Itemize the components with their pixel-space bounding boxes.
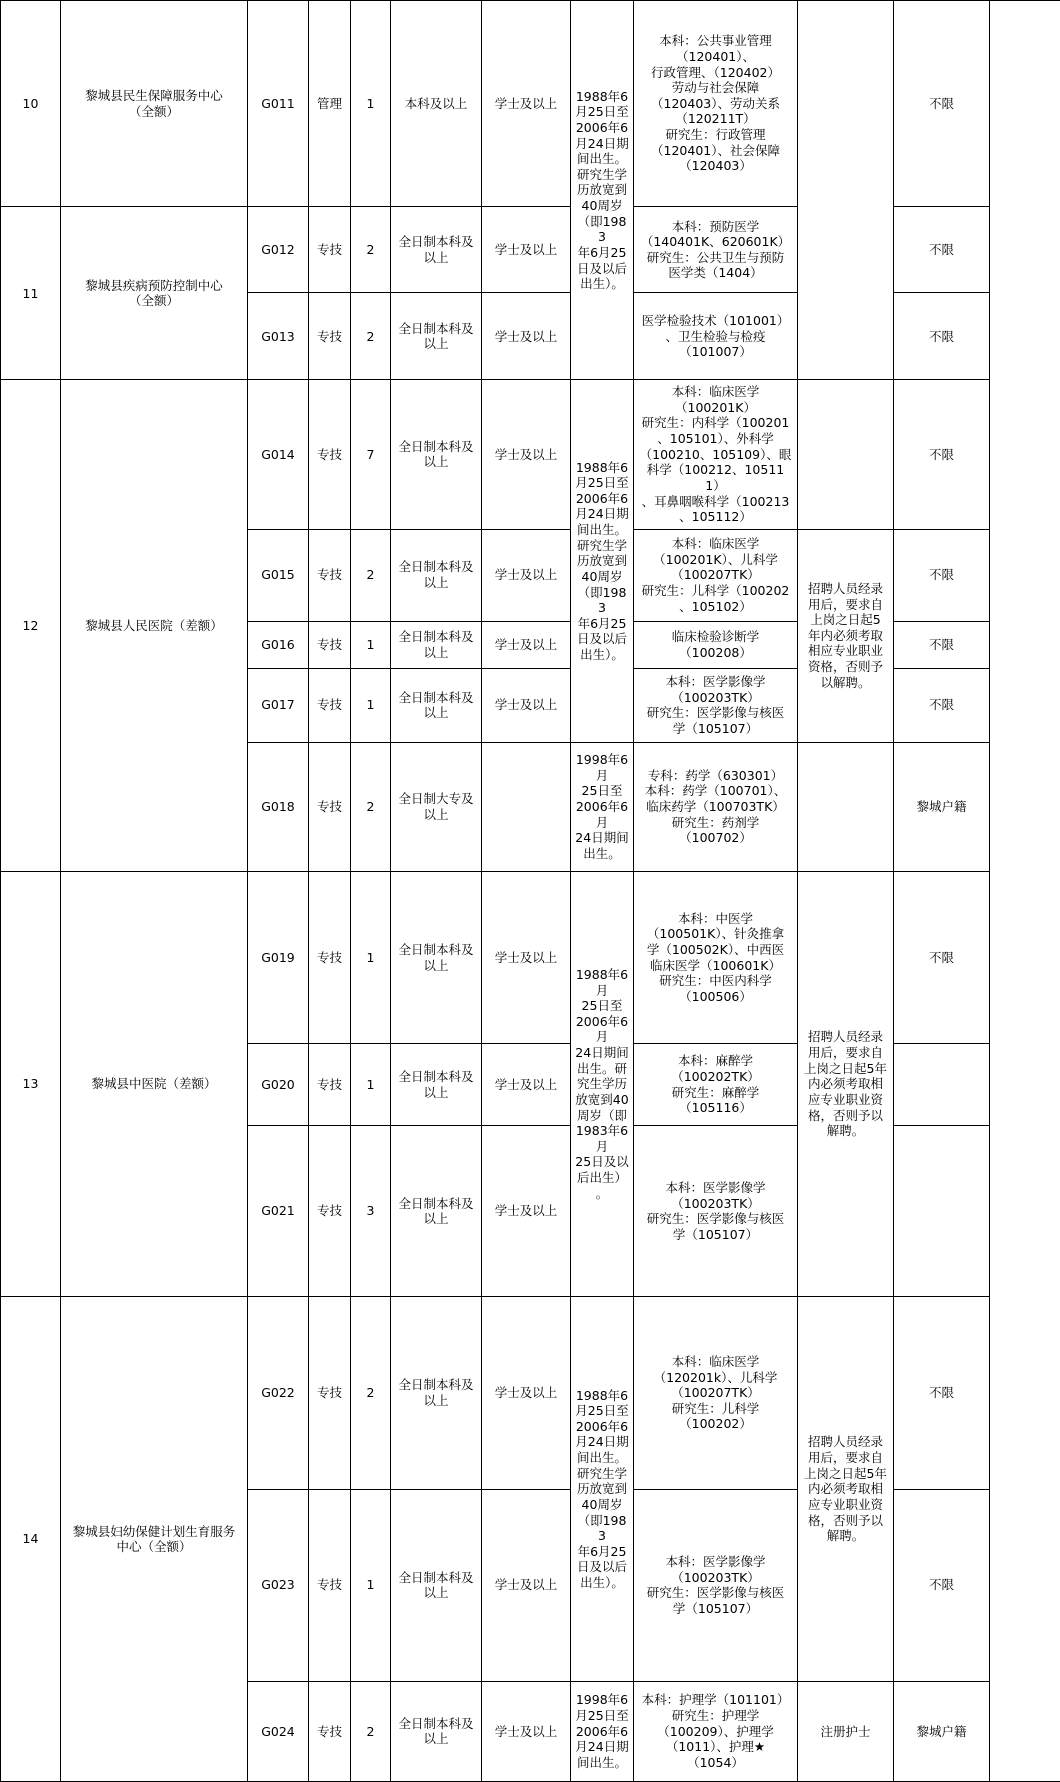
other-requirement: [798, 742, 894, 871]
position-category: 专技: [309, 742, 351, 871]
unit-name: 黎城县疾病预防控制中心 （全额）: [61, 207, 248, 380]
position-category: 专技: [309, 1044, 351, 1126]
age-requirement: 1988年6 月25日至 2006年6 月24日期 间出生。 研究生学 历放宽到 40周岁 （即1983 年6月25 日及以后 出生）。: [571, 1297, 634, 1681]
domicile: [894, 1126, 990, 1297]
domicile: 不限: [894, 621, 990, 668]
hire-count: 2: [351, 529, 391, 621]
position-category: 专技: [309, 668, 351, 742]
degree: 学士及以上: [482, 1489, 571, 1681]
position-code: G024: [248, 1681, 309, 1781]
hire-count: 2: [351, 293, 391, 380]
table-row: [1, 207, 1060, 293]
major: 本科：中医学 （100501K）、针灸推拿 学（100502K）、中西医 临床医学（100601K） 研究生：中医内科学 （100506）: [634, 871, 798, 1043]
education: 全日制本科及以上: [391, 1126, 482, 1297]
education: 全日制本科及以上: [391, 293, 482, 380]
position-code: G022: [248, 1297, 309, 1489]
education: 本科及以上: [391, 1, 482, 207]
education: 全日制本科及以上: [391, 380, 482, 529]
domicile: 不限: [894, 668, 990, 742]
position-code: G016: [248, 621, 309, 668]
table-row: [1, 871, 1060, 1043]
degree: 学士及以上: [482, 1126, 571, 1297]
position-code: G023: [248, 1489, 309, 1681]
major: 本科：预防医学 （140401K、620601K） 研究生：公共卫生与预防 医学类（1404）: [634, 207, 798, 293]
degree: [482, 742, 571, 871]
other-requirement: 招聘人员经录 用后，要求自 上岗之日起5 年内必须考取 相应专业职业 资格，否则予 以解聘。: [798, 529, 894, 742]
degree: 学士及以上: [482, 380, 571, 529]
serial-number: 12: [1, 380, 61, 872]
hire-count: 7: [351, 380, 391, 529]
remark: [990, 1, 1060, 1782]
degree: 学士及以上: [482, 529, 571, 621]
major: 本科：医学影像学 （100203TK） 研究生：医学影像与核医 学（105107）: [634, 668, 798, 742]
hire-count: 2: [351, 1681, 391, 1781]
position-code: G020: [248, 1044, 309, 1126]
other-requirement: [798, 380, 894, 529]
major: 本科：临床医学 （100201K）、儿科学 （100207TK） 研究生：儿科学（100202 、105102）: [634, 529, 798, 621]
major: 医学检验技术（101001） 、卫生检验与检疫 （101007）: [634, 293, 798, 380]
domicile: 不限: [894, 207, 990, 293]
age-requirement: 1998年6月 25日至 2006年6月 24日期间 出生。: [571, 742, 634, 871]
degree: 学士及以上: [482, 621, 571, 668]
degree: 学士及以上: [482, 207, 571, 293]
domicile: 黎城户籍: [894, 742, 990, 871]
age-requirement: 1998年6 月25日至 2006年6 月24日期 间出生。: [571, 1681, 634, 1781]
degree: 学士及以上: [482, 1044, 571, 1126]
education: 全日制本科及以上: [391, 207, 482, 293]
position-code: G013: [248, 293, 309, 380]
unit-name: 黎城县民生保障服务中心 （全额）: [61, 1, 248, 207]
hire-count: 2: [351, 742, 391, 871]
education: 全日制本科及以上: [391, 1489, 482, 1681]
hire-count: 1: [351, 1044, 391, 1126]
other-requirement: 招聘人员经录 用后，要求自 上岗之日起5年 内必须考取相 应专业职业资 格，否则予以 解聘。: [798, 871, 894, 1296]
degree: 学士及以上: [482, 871, 571, 1043]
position-category: 管理: [309, 1, 351, 207]
table-row: [1, 1297, 1060, 1489]
position-code: G018: [248, 742, 309, 871]
education: 全日制本科及以上: [391, 1681, 482, 1781]
table-row: [1, 1, 1060, 207]
education: 全日制本科及以上: [391, 668, 482, 742]
position-category: 专技: [309, 871, 351, 1043]
position-category: 专技: [309, 1489, 351, 1681]
degree: 学士及以上: [482, 1, 571, 207]
degree: 学士及以上: [482, 1681, 571, 1781]
hire-count: 3: [351, 1126, 391, 1297]
table-row: [1, 380, 1060, 529]
degree: 学士及以上: [482, 293, 571, 380]
degree: 学士及以上: [482, 1297, 571, 1489]
hire-count: 1: [351, 1489, 391, 1681]
major: 本科：护理学（101101） 研究生：护理学 （100209）、护理学 （1011）、护理★ （1054）: [634, 1681, 798, 1781]
position-category: 专技: [309, 1297, 351, 1489]
domicile: 不限: [894, 293, 990, 380]
education: 全日制本科及以上: [391, 529, 482, 621]
unit-name: 黎城县中医院（差额）: [61, 871, 248, 1296]
domicile: 不限: [894, 529, 990, 621]
position-code: G014: [248, 380, 309, 529]
age-requirement: 1988年6月 25日至 2006年6月 24日期间 出生。研 究生学历 放宽到40 周岁（即 1983年6月 25日及以 后出生） 。: [571, 871, 634, 1296]
position-category: 专技: [309, 380, 351, 529]
domicile: 不限: [894, 380, 990, 529]
position-code: G019: [248, 871, 309, 1043]
position-category: 专技: [309, 293, 351, 380]
position-category: 专技: [309, 207, 351, 293]
domicile: [894, 1044, 990, 1126]
education: 全日制本科及以上: [391, 621, 482, 668]
hire-count: 1: [351, 871, 391, 1043]
domicile: 不限: [894, 871, 990, 1043]
domicile: 不限: [894, 1489, 990, 1681]
domicile: 不限: [894, 1297, 990, 1489]
major: 本科：临床医学 （120201k）、儿科学 （100207TK） 研究生：儿科学 （100202）: [634, 1297, 798, 1489]
domicile: 黎城户籍: [894, 1681, 990, 1781]
domicile: 不限: [894, 1, 990, 207]
major: 本科：医学影像学 （100203TK） 研究生：医学影像与核医 学（105107）: [634, 1489, 798, 1681]
serial-number: 14: [1, 1297, 61, 1782]
position-category: 专技: [309, 621, 351, 668]
education: 全日制本科及以上: [391, 871, 482, 1043]
other-requirement: 招聘人员经录 用后，要求自 上岗之日起5年 内必须考取相 应专业职业资 格，否则予以 解聘。: [798, 1297, 894, 1681]
serial-number: 11: [1, 207, 61, 380]
major: 本科：公共事业管理 （120401）、 行政管理、（120402） 劳动与社会保障 （120403）、劳动关系 （120211T） 研究生：行政管理 （120401）、社会保障 （120403）: [634, 1, 798, 207]
position-code: G015: [248, 529, 309, 621]
serial-number: 10: [1, 1, 61, 207]
hire-count: 1: [351, 668, 391, 742]
other-requirement: 注册护士: [798, 1681, 894, 1781]
unit-name: 黎城县人民医院（差额）: [61, 380, 248, 872]
position-category: 专技: [309, 1126, 351, 1297]
major: 临床检验诊断学 （100208）: [634, 621, 798, 668]
hire-count: 2: [351, 1297, 391, 1489]
position-category: 专技: [309, 1681, 351, 1781]
hire-count: 1: [351, 621, 391, 668]
education: 全日制本科及以上: [391, 1044, 482, 1126]
position-category: 专技: [309, 529, 351, 621]
degree: 学士及以上: [482, 668, 571, 742]
position-code: G012: [248, 207, 309, 293]
hire-count: 1: [351, 1, 391, 207]
education: 全日制本科及以上: [391, 1297, 482, 1489]
age-requirement: 1988年6 月25日至 2006年6 月24日期 间出生。 研究生学 历放宽到 40周岁 （即1983 年6月25 日及以后 出生）。: [571, 380, 634, 742]
other-requirement: [798, 1, 894, 380]
age-requirement: 1988年6 月25日至 2006年6 月24日期 间出生。 研究生学 历放宽到 40周岁 （即1983 年6月25 日及以后 出生）。: [571, 1, 634, 380]
major: 专科：药学（630301） 本科：药学（100701）、 临床药学（100703TK） 研究生：药剂学 （100702）: [634, 742, 798, 871]
unit-name: 黎城县妇幼保健计划生育服务 中心（全额）: [61, 1297, 248, 1782]
position-code: G017: [248, 668, 309, 742]
serial-number: 13: [1, 871, 61, 1296]
major: 本科：麻醉学 （100202TK） 研究生：麻醉学 （105116）: [634, 1044, 798, 1126]
major: 本科：临床医学 （100201K） 研究生：内科学（100201 、105101）、外科学 （100210、105109）、眼 科学（100212、105111） 、耳鼻咽喉科学（100213 、105112）: [634, 380, 798, 529]
education: 全日制大专及以上: [391, 742, 482, 871]
hire-count: 2: [351, 207, 391, 293]
major: 本科：医学影像学 （100203TK） 研究生：医学影像与核医 学（105107）: [634, 1126, 798, 1297]
position-code: G021: [248, 1126, 309, 1297]
position-code: G011: [248, 1, 309, 207]
